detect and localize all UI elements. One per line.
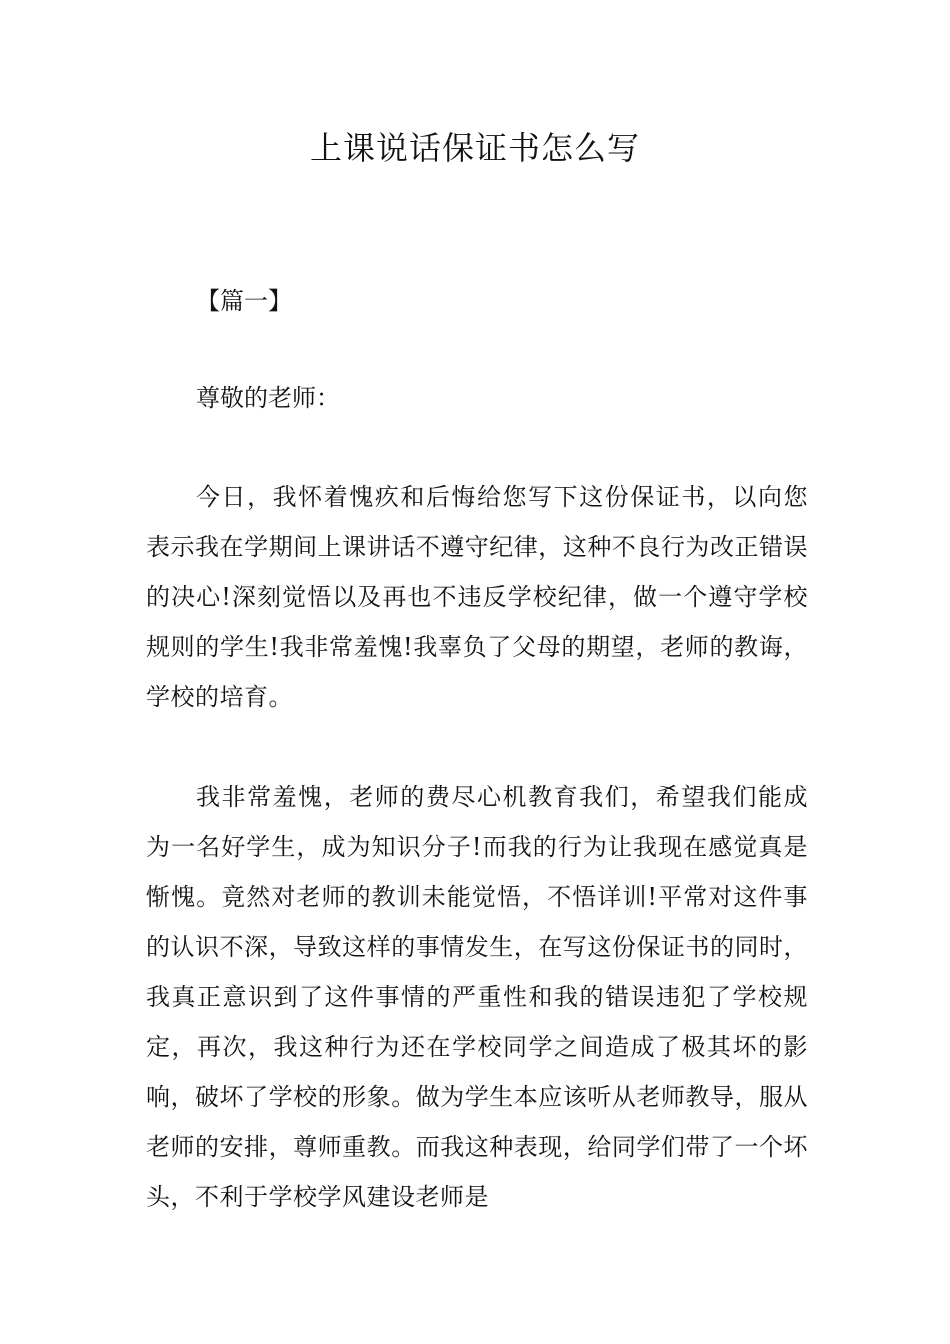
section-label: 【篇一】 bbox=[196, 287, 292, 315]
body-paragraph-1: 今日，我怀着愧疚和后悔给您写下这份保证书，以向您表示我在学期间上课讲话不遵守纪律，这种不良行为改正错误的决心!深刻觉悟以及再也不违反学校纪律，做一个遵守学校规则的学生!我非常羞愧!我辜负了父母的期望，老师的教诲，学校的培育。 bbox=[146, 483, 808, 711]
document-title: 上课说话保证书怎么写 bbox=[309, 129, 640, 167]
salutation: 尊敬的老师： bbox=[196, 384, 340, 412]
body-paragraph-2: 我非常羞愧，老师的费尽心机教育我们，希望我们能成为一名好学生，成为知识分子!而我的行为让我现在感觉真是惭愧。竟然对老师的教训未能觉悟，不悟详训!平常对这件事的认识不深，导致这样的事情发生，在写这份保证书的同时，我真正意识到了这件事情的严重性和我的错误违犯了学校规定，再次，我这种行为还在学校同学之间造成了极其坏的影响，破坏了学校的形象。做为学生本应该听从老师教导，服从老师的安排，尊师重教。而我这种表现，给同学们带了一个坏头，不利于学校学风建设老师是 bbox=[146, 783, 808, 1211]
